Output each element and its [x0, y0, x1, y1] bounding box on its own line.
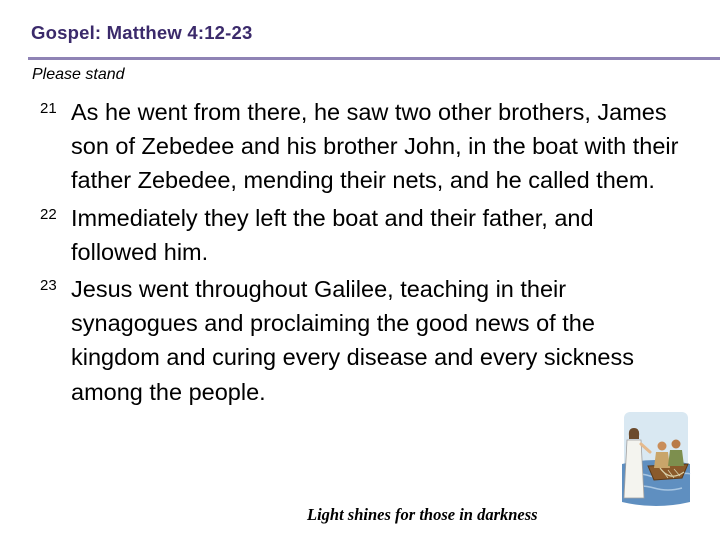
verse-22: [40, 198, 680, 269]
stand-instruction: Please stand: [32, 66, 125, 83]
verse-23: [40, 269, 680, 409]
fishermen-boat-clipart: [618, 406, 694, 514]
slide-footer-tagline: Light shines for those in darkness: [307, 505, 538, 524]
verse-21: [40, 92, 680, 198]
scripture-reading: [40, 92, 680, 409]
verse-number: 22: [40, 205, 57, 223]
title-divider: [28, 57, 720, 60]
slide-title: Gospel: Matthew 4:12-23: [31, 22, 253, 43]
verse-text: Jesus went throughout Galilee, teaching in their synagogues and proclaiming the good news of the kingdom and curing every disease and every sickness among the people.: [71, 276, 634, 405]
verse-number: 23: [40, 277, 57, 295]
verse-text: As he went from there, he saw two other brothers, James son of Zebedee and his brother John, in the boat with their father Zebedee, mending their nets, and he called them.: [71, 99, 679, 194]
verse-text: Immediately they left the boat and their father, and followed him.: [71, 204, 594, 265]
verse-number: 21: [40, 100, 57, 117]
